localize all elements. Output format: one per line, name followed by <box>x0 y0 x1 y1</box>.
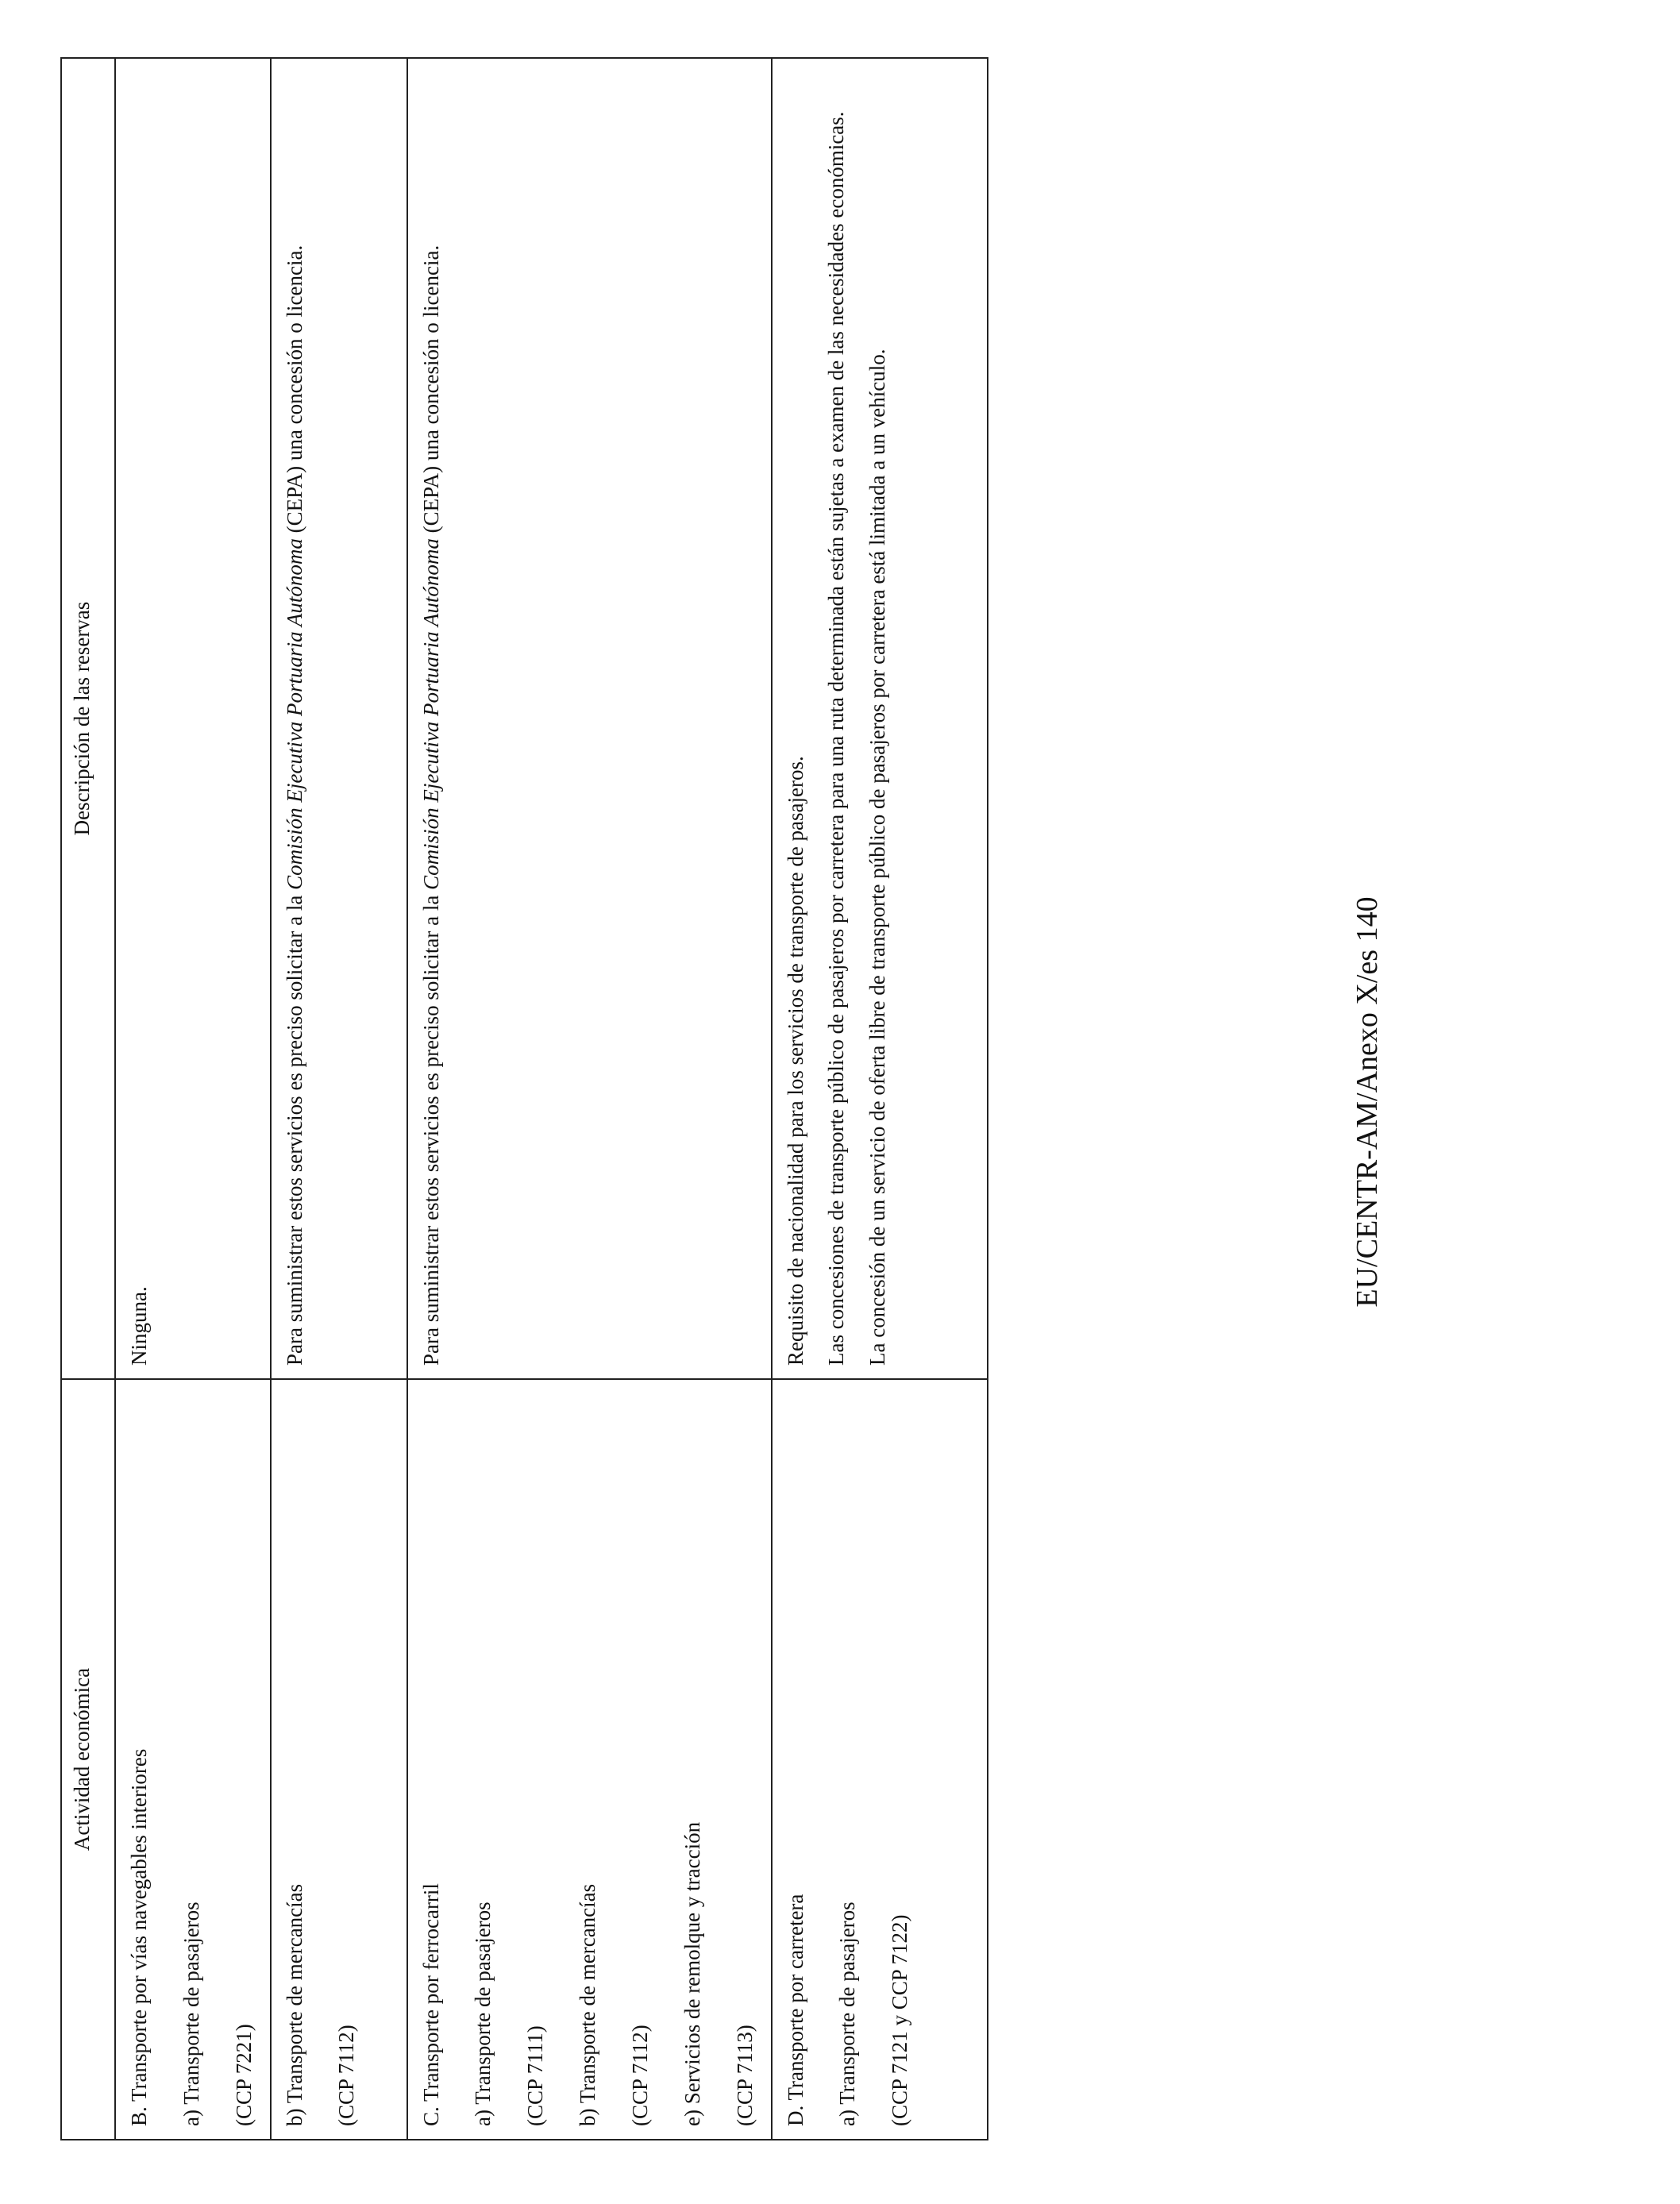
activity-line: (CCP 7121 y CCP 7122) <box>888 1914 912 2126</box>
activity-line: a) Transporte de pasajeros <box>471 1902 495 2126</box>
cepa-name: Comisión Ejecutiva Portuaria Autónoma <box>418 538 443 890</box>
description-pre: Para suministrar estos servicios es preciso solicitar a la <box>418 889 443 1366</box>
description-post: (CEPA) una concesión o licencia. <box>282 245 306 539</box>
activity-line: a) Transporte de pasajeros <box>179 1902 203 2126</box>
table-row <box>407 58 772 2140</box>
activity-line: e) Servicios de remolque y tracción <box>680 1821 704 2126</box>
description-text: Ninguna. <box>127 1286 151 1366</box>
activity-cell <box>407 1379 772 2140</box>
table-header-row <box>61 58 115 2140</box>
activity-line: (CCP 7113) <box>732 2025 757 2126</box>
activity-line: b) Transporte de mercancías <box>576 1883 600 2126</box>
activity-cell <box>271 1379 407 2140</box>
cepa-name: Comisión Ejecutiva Portuaria Autónoma <box>282 538 306 890</box>
table-row <box>271 58 407 2140</box>
activity-line: (CCP 7221) <box>231 2024 256 2126</box>
activity-line: (CCP 7111) <box>523 2025 548 2126</box>
activity-line: (CCP 7112) <box>628 2025 653 2126</box>
description-text <box>283 71 308 1366</box>
description-cell <box>772 58 988 1379</box>
activity-cell <box>115 1379 271 2140</box>
table-row <box>115 58 271 2140</box>
table-row <box>772 58 988 2140</box>
activity-line: B. Transporte por vías navegables interiores <box>127 1748 151 2126</box>
activity-cell <box>772 1379 988 2140</box>
activity-line: C. Transporte por ferrocarril <box>418 1883 443 2126</box>
description-text: Requisito de nacionalidad para los servicios de transporte de pasajeros. <box>783 756 807 1366</box>
activity-line: b) Transporte de mercancías <box>282 1883 306 2126</box>
description-text: Las concesiones de transporte público de pasajeros por carretera para una ruta determinada están sujetas a examen de las necesidades económicas. <box>824 111 849 1366</box>
page-footer-reference: EU/CENTR-AM/Anexo X/es 140 <box>1351 896 1384 1308</box>
description-text <box>419 71 445 1366</box>
description-post: (CEPA) una concesión o licencia. <box>418 245 443 539</box>
reservations-table <box>60 57 988 2140</box>
description-cell <box>271 58 407 1379</box>
activity-line: D. Transporte por carretera <box>783 1894 807 2126</box>
description-cell <box>407 58 772 1379</box>
header-activity: Actividad económica <box>61 1379 115 2140</box>
description-cell <box>115 58 271 1379</box>
header-description: Descripción de las reservas <box>61 58 115 1379</box>
activity-line: (CCP 7112) <box>334 2025 359 2126</box>
activity-line: a) Transporte de pasajeros <box>835 1902 860 2126</box>
description-pre: Para suministrar estos servicios es preciso solicitar a la <box>282 889 306 1366</box>
description-text: La concesión de un servicio de oferta libre de transporte público de pasajeros por carretera está limitada a un vehículo. <box>865 349 890 1366</box>
